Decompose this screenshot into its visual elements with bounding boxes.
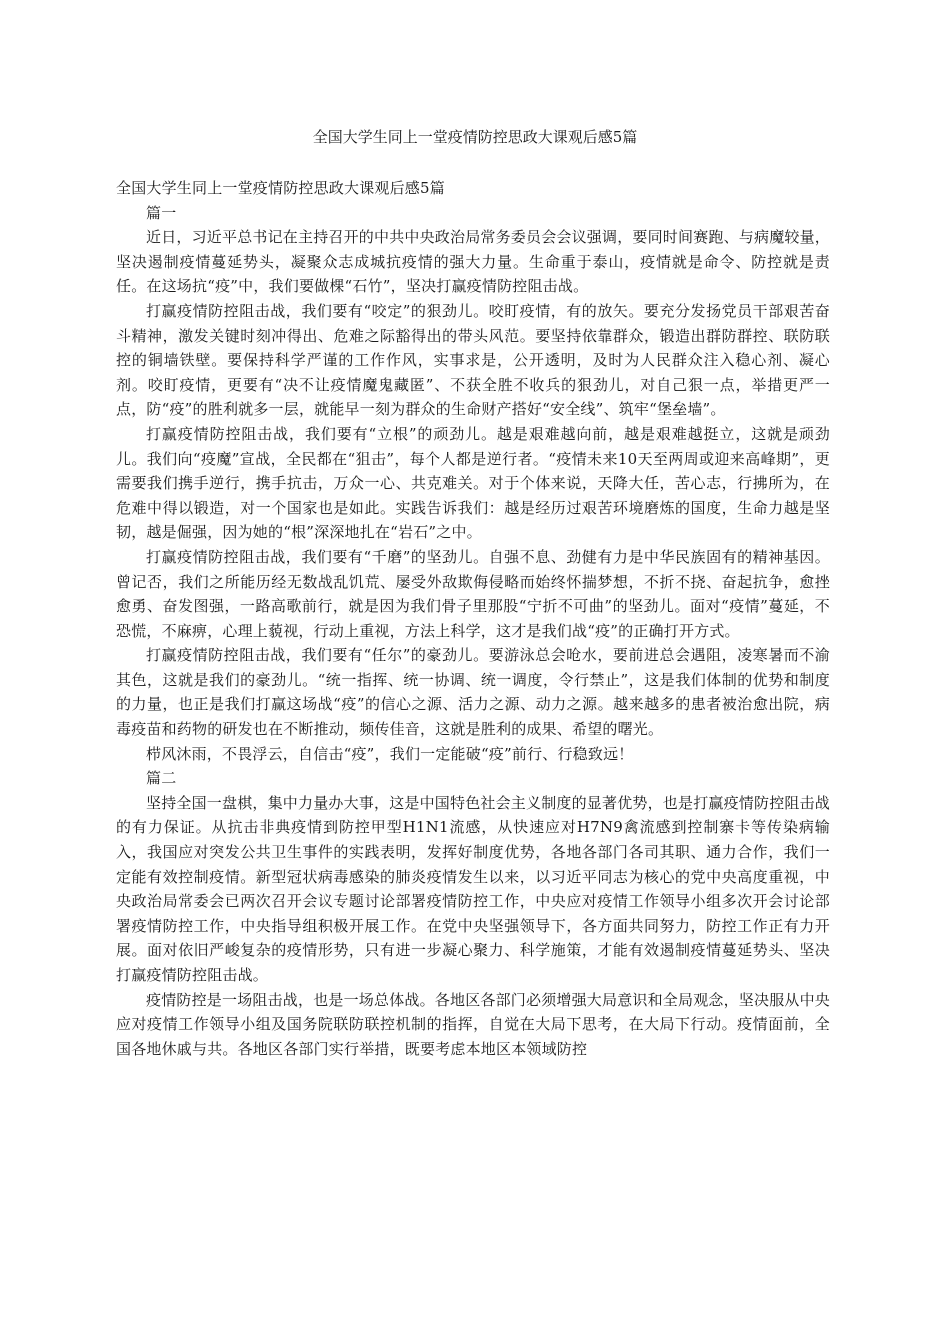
section-heading-2: 篇二 [146,769,177,788]
paragraph: 打赢疫情防控阻击战，我们要有“任尔”的豪劲儿。要游泳总会呛水，要前进总会遇阻，凌寒暑而不渝其色，这就是我们的豪劲儿。“统一指挥、统一协调、统一调度，令行禁止”，这是我们体制的优势和制度的力量，也正是我们打赢这场战“疫”的信心之源、活力之源、动力之源。越来越多的患者被治愈出院，病毒疫苗和药物的研发也在不断推动，频传佳音，这就是胜利的成果、希望的曙光。 [116,646,830,739]
paragraph: 打赢疫情防控阻击战，我们要有“千磨”的坚劲儿。自强不息、劲健有力是中华民族固有的精神基因。曾记否，我们之所能历经无数战乱饥荒、屡受外敌欺侮侵略而始终怀揣梦想，不折不挠、奋起抗争，愈挫愈勇、奋发图强，一路高歌前行，就是因为我们骨子里那股“宁折不可曲”的坚劲儿。面对“疫情”蔓延，不恐慌，不麻痹，心理上藐视，行动上重视，方法上科学，这才是我们战“疫”的正确打开方式。 [116,547,830,640]
page-title: 全国大学生同上一堂疫情防控思政大课观后感5篇 [312,128,638,146]
document-subtitle: 全国大学生同上一堂疫情防控思政大课观后感5篇 [116,179,445,197]
paragraph: 近日，习近平总书记在主持召开的中共中央政治局常务委员会会议强调，要同时间赛跑、与病魔较量，坚决遏制疫情蔓延势头，凝聚众志成城抗疫情的强大力量。生命重于泰山，疫情就是命令、防控就是责任。在这场抗“疫”中，我们要做棵“石竹”，坚决打赢疫情防控阻击战。 [116,228,831,296]
paragraph: 打赢疫情防控阻击战，我们要有“立根”的顽劲儿。越是艰难越向前，越是艰难越挺立，这就是顽劲儿。我们向“疫魔”宣战，全民都在“狙击”，每个人都是逆行者。“疫情未来10天至两周或迎来高峰期”，更需要我们携手逆行，携手抗击，万众一心、共克难关。对于个体来说，天降大任，苦心志，行拂所为，在危难中得以锻造，对一个国家也是如此。实践告诉我们：越是经历过艰苦环境磨炼的国度，生命力越是坚韧，越是倔强，因为她的“根”深深地扎在“岩石”之中。 [116,424,830,542]
document-body [116,176,830,1061]
paragraph: 疫情防控是一场阻击战，也是一场总体战。各地区各部门必须增强大局意识和全局观念，坚决服从中央应对疫情工作领导小组及国务院联防联控机制的指挥，自觉在大局下思考，在大局下行动。疫情面前，全国各地休戚与共。各地区各部门实行举措，既要考虑本地区本领域防控 [116,990,831,1058]
paragraph: 坚持全国一盘棋，集中力量办大事，这是中国特色社会主义制度的显著优势，也是打赢疫情防控阻击战的有力保证。从抗击非典疫情到防控甲型H1N1流感，从快速应对H7N9禽流感到控制寨卡等传染病输入，我国应对突发公共卫生事件的实践表明，发挥好制度优势，各地各部门各司其职、通力合作，我们一定能有效控制疫情。新型冠状病毒感染的肺炎疫情发生以来，以习近平同志为核心的党中央高度重视，中央政治局常委会已两次召开会议专题讨论部署疫情防控工作，中央应对疫情工作领导小组多次开会讨论部署疫情防控工作，中央指导组积极开展工作。在党中央坚强领导下，各方面共同努力，防控工作正有力开展。面对依旧严峻复杂的疫情形势，只有进一步凝心聚力、科学施策，才能有效遏制疫情蔓延势头、坚决打赢疫情防控阻击战。 [116,793,831,984]
paragraph: 栉风沐雨，不畏浮云，自信击“疫”，我们一定能破“疫”前行、行稳致远！ [146,744,634,763]
paragraph: 打赢疫情防控阻击战，我们要有“咬定”的狠劲儿。咬盯疫情，有的放矢。要充分发扬党员干部艰苦奋斗精神，激发关键时刻冲得出、危难之际豁得出的带头风范。要坚持依靠群众，锻造出群防群控、联防联控的铜墙铁壁。要保持科学严谨的工作作风，实事求是，公开透明，及时为人民群众注入稳心剂、凝心剂。咬盯疫情，更要有“决不让疫情魔鬼藏匿”、不获全胜不收兵的狠劲儿，对自己狠一点，举措更严一点，防“疫”的胜利就多一层，就能早一刻为群众的生命财产搭好“安全线”、筑牢“堡垒墙”。 [116,301,830,419]
section-heading-1: 篇一 [146,203,177,222]
